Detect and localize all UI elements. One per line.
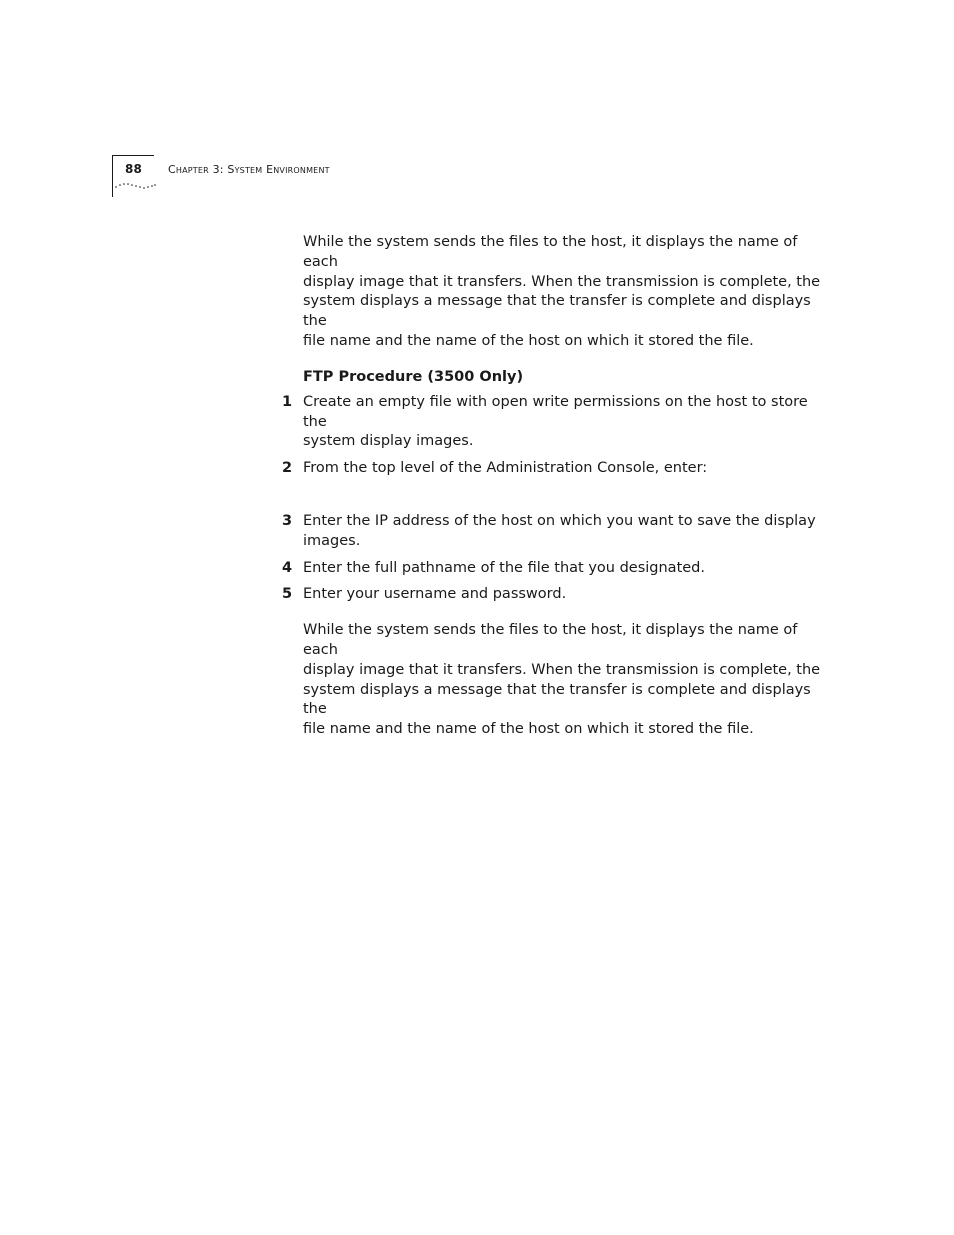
- step-text: Create an empty file with open write permissions on the host to store the system display images.: [303, 393, 808, 450]
- header-rule-horizontal: [112, 155, 154, 156]
- step-number: 4: [282, 559, 293, 576]
- header-rule-vertical: [112, 155, 113, 197]
- step-text: From the top level of the Administration Console, enter:: [303, 460, 708, 477]
- step-number: 3: [282, 512, 293, 529]
- step-item: [282, 459, 823, 479]
- closing-paragraph: While the system sends the files to the host, it displays the name of each display image that it transfers. When the transmission is complete, the system displays a message that the transfer is complete and displays the file name and the name of the host on which it stored the file.: [303, 622, 821, 738]
- running-head: Chapter 3: System Environment: [168, 163, 330, 176]
- step-text: Enter the IP address of the host on which you want to save the display images.: [303, 512, 816, 549]
- step-number: 1: [282, 393, 293, 410]
- intro-paragraph: While the system sends the files to the host, it displays the name of each display image that it transfers. When the transmission is complete, the system displays a message that the transfer is complete and displays the file name and the name of the host on which it stored the file.: [303, 234, 821, 349]
- main-content: [282, 233, 823, 740]
- page-header: [112, 155, 532, 199]
- step-number: 5: [282, 586, 293, 603]
- step-text: Enter your username and password.: [303, 586, 567, 603]
- dotted-curve-ornament: [114, 181, 156, 193]
- page-number: 88: [125, 162, 143, 176]
- step-text: Enter the full pathname of the file that you designated.: [303, 559, 705, 576]
- step-item: [282, 512, 823, 552]
- section-heading: FTP Procedure (3500 Only): [303, 368, 524, 385]
- step-item: [282, 559, 823, 579]
- procedure-steps: [282, 393, 823, 605]
- step-number: 2: [282, 460, 293, 477]
- step-item: [282, 585, 823, 605]
- step-item: [282, 393, 823, 452]
